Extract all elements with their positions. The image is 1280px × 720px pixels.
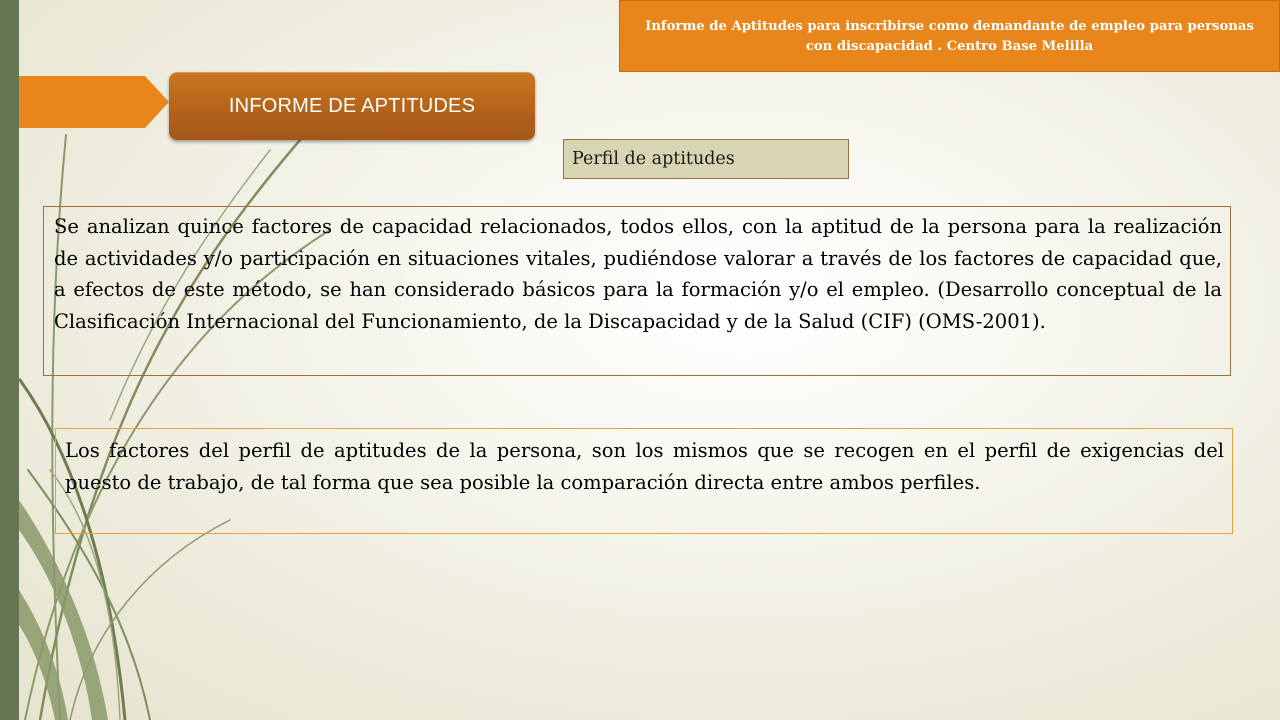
header-banner: Informe de Aptitudes para inscribirse como demandante de empleo para personas con discapacidad . Centro Base Melilla (619, 0, 1280, 72)
comparison-paragraph: Los factores del perfil de aptitudes de la persona, son los mismos que se recogen en el perfil de exigencias del puesto de trabajo, de tal forma que sea posible la comparación directa entre ambos perfiles. (55, 428, 1233, 534)
section-subtitle: Perfil de aptitudes (563, 139, 849, 179)
description-paragraph: Se analizan quince factores de capacidad relacionados, todos ellos, con la aptitud de la persona para la realización de actividades y/o participación en situaciones vitales, pudiéndose valorar a través de los factores de capacidad que, a efectos de este método, se han considerado básicos para la formación y/o el empleo. (Desarrollo conceptual de la Clasificación Internacional del Funcionamiento, de la Discapacidad y de la Salud (CIF) (OMS-2001). (43, 206, 1231, 376)
left-accent-bar (0, 0, 19, 720)
title-arrow-accent (19, 76, 169, 128)
slide-title: INFORME DE APTITUDES (169, 72, 535, 140)
